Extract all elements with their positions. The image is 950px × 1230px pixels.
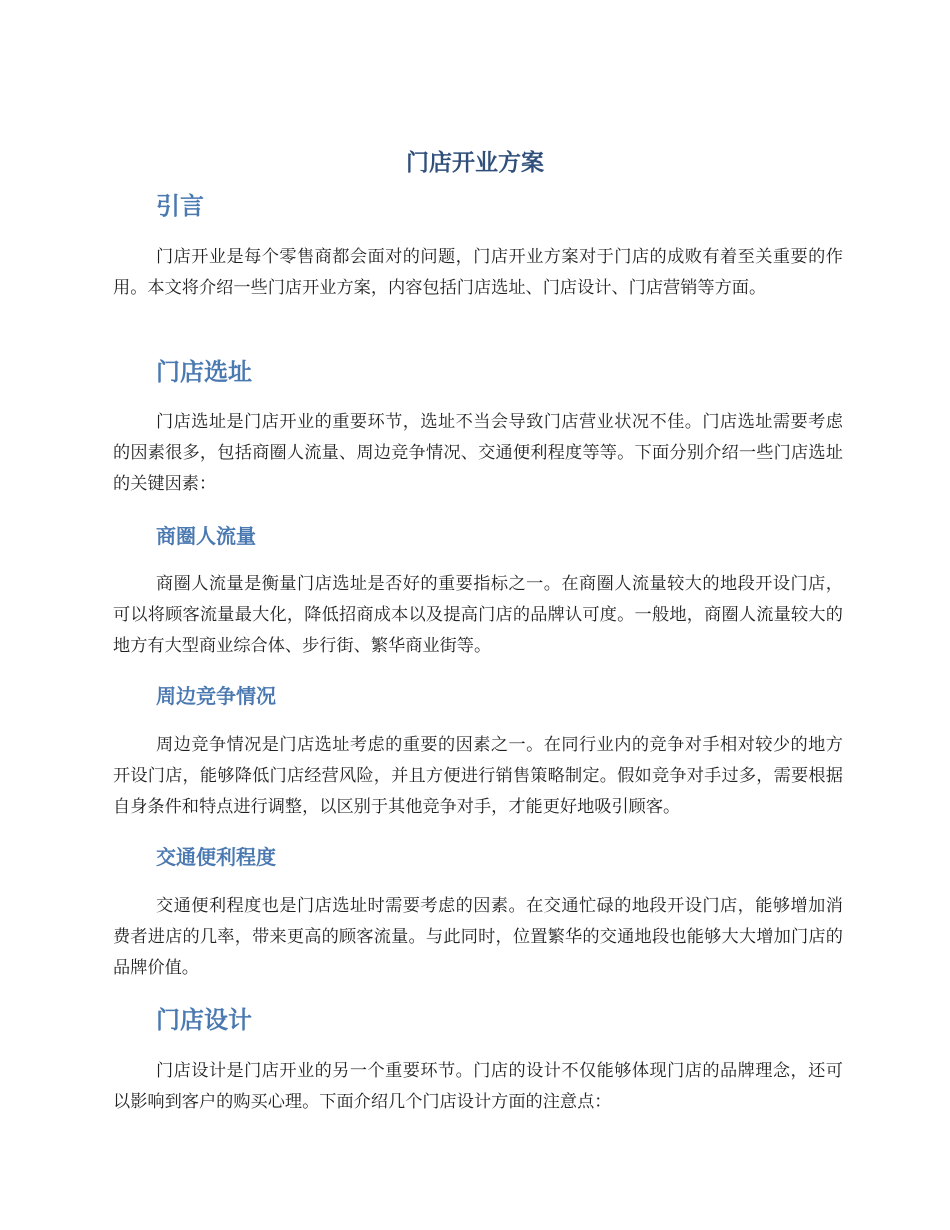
document-title: 门店开业方案: [406, 150, 544, 176]
subsection-heading-traffic: 商圈人流量: [156, 524, 256, 548]
paragraph-design: 门店设计是门店开业的另一个重要环节。门店的设计不仅能够体现门店的品牌理念，还可以影响到客户的购买心理。下面介绍几个门店设计方面的注意点：: [113, 1061, 843, 1112]
section-heading-intro: 引言: [156, 192, 204, 220]
subsection-heading-competition: 周边竞争情况: [156, 684, 276, 708]
section-heading-design: 门店设计: [156, 1006, 252, 1034]
paragraph-traffic: 商圈人流量是衡量门店选址是否好的重要指标之一。在商圈人流量较大的地段开设门店，可以将顾客流量最大化，降低招商成本以及提高门店的品牌认可度。一般地，商圈人流量较大的地方有大型商业综合体、步行街、繁华商业街等。: [113, 574, 843, 656]
paragraph-intro: 门店开业是每个零售商都会面对的问题，门店开业方案对于门店的成败有着至关重要的作用。本文将介绍一些门店开业方案，内容包括门店选址、门店设计、门店营销等方面。: [113, 247, 843, 298]
subsection-heading-transport: 交通便利程度: [156, 845, 276, 869]
paragraph-transport: 交通便利程度也是门店选址时需要考虑的因素。在交通忙碌的地段开设门店，能够增加消费者进店的几率，带来更高的顾客流量。与此同时，位置繁华的交通地段也能够大大增加门店的品牌价值。: [113, 896, 843, 978]
section-heading-location: 门店选址: [156, 358, 252, 386]
paragraph-competition: 周边竞争情况是门店选址考虑的重要的因素之一。在同行业内的竞争对手相对较少的地方开设门店，能够降低门店经营风险，并且方便进行销售策略制定。假如竞争对手过多，需要根据自身条件和特点进行调整，以区别于其他竞争对手，才能更好地吸引顾客。: [113, 735, 843, 817]
paragraph-location: 门店选址是门店开业的重要环节，选址不当会导致门店营业状况不佳。门店选址需要考虑的因素很多，包括商圈人流量、周边竞争情况、交通便利程度等等。下面分别介绍一些门店选址的关键因素：: [113, 412, 843, 494]
